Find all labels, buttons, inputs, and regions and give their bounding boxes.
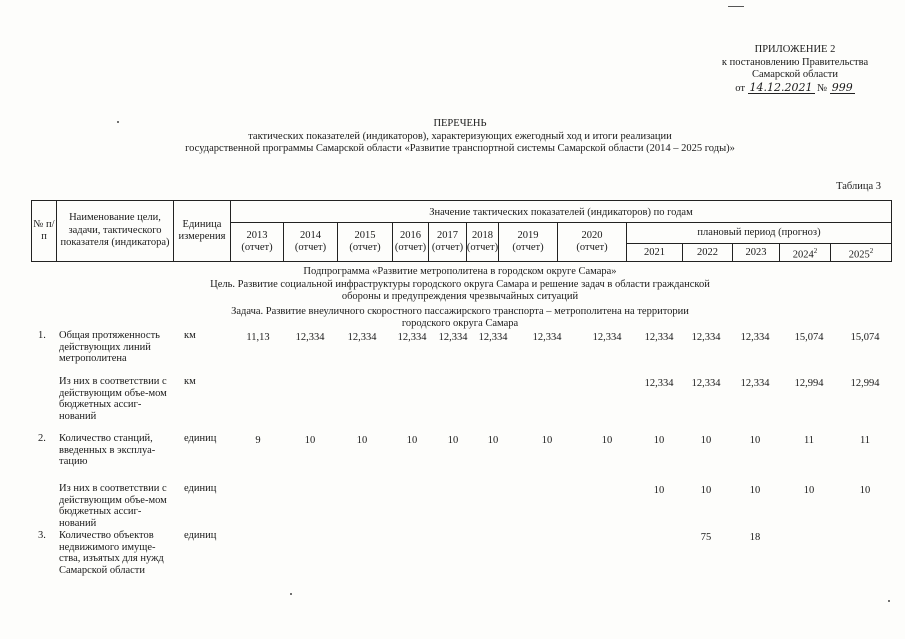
row-value: 9 [255, 435, 261, 446]
task-heading-1: Задача. Развитие внеуличного скоростного пассажирского транспорта – метрополитена на территории [231, 306, 689, 317]
row-indicator-name: Общая протяженность действующих линий метрополитена [59, 330, 160, 364]
row-unit: км [184, 330, 196, 341]
header-unit [174, 201, 230, 261]
row-value: 10 [356, 435, 368, 446]
row-value: 10 [304, 435, 316, 446]
year-label: 2014 [300, 229, 321, 241]
row-value: 12,334 [347, 332, 377, 343]
appendix-title: ПРИЛОЖЕНИЕ 2 [754, 44, 836, 55]
report-label: (отчет) [394, 242, 427, 253]
scan-dot [888, 600, 890, 602]
row-value: 75 [700, 532, 712, 543]
appendix-region: Самарской области [752, 69, 838, 80]
header-year-report [231, 227, 283, 257]
row-value: 12,334 [740, 332, 770, 343]
appendix-block [700, 44, 890, 95]
row-value: 15,074 [850, 332, 880, 343]
row-indicator-name: Количество станций, введенных в эксплуа-тацию [59, 433, 156, 467]
row-indicator-name: Из них в соответствии с действующим объе-мом бюджетных ассиг-нований [59, 376, 167, 422]
row-value: 10 [653, 435, 665, 446]
row-value: 11 [859, 435, 871, 446]
row-value: 18 [749, 532, 761, 543]
row-value: 10 [859, 485, 871, 496]
header-no-text: № п/п [33, 218, 55, 242]
appendix-date-line [700, 82, 890, 96]
header-year-report [338, 227, 392, 257]
appendix-decree: к постановлению Правительства [721, 56, 869, 68]
row-value: 12,994 [850, 378, 880, 389]
number-label: № [817, 82, 828, 94]
header-values-title: Значение тактических показателей (индикаторов) по годам [429, 206, 693, 218]
header-year-report [393, 227, 428, 257]
row-indicator-name: Из них в соответствии с действующим объе-мом бюджетных ассиг-нований [59, 483, 167, 529]
year-label: 2022 [697, 246, 718, 258]
report-label: (отчет) [512, 242, 544, 253]
row-value: 10 [803, 485, 815, 496]
header-name [57, 201, 173, 261]
header-year-plan [733, 245, 779, 261]
row-value: 12,334 [691, 378, 721, 389]
table-header [31, 200, 892, 262]
row-value: 12,334 [438, 332, 468, 343]
year-label: 2019 [517, 229, 539, 241]
task-heading-2: городского округа Самара [401, 318, 519, 329]
header-name-text: Наименование цели, задачи, тактического показателя (индикатора) [60, 212, 170, 249]
row-value: 10 [406, 435, 418, 446]
header-plan-title: плановый период (прогноз) [697, 226, 821, 238]
report-label: (отчет) [294, 242, 327, 253]
header-unit-text: Единица измерения [178, 218, 226, 242]
footnote-mark: 2 [869, 246, 874, 255]
decree-number: 999 [831, 80, 853, 94]
report-label: (отчет) [349, 242, 381, 253]
header-year-plan [780, 245, 830, 261]
year-label: 2018 [472, 229, 493, 241]
row-value: 12,334 [532, 332, 562, 343]
header-year-report [429, 227, 466, 257]
row-value: 10 [447, 435, 459, 446]
row-value: 12,334 [644, 378, 674, 389]
title-subtitle-1: тактических показателей (индикаторов), характеризующих ежегодный ход и итоги реализации [248, 130, 672, 142]
scan-dot [117, 121, 119, 123]
year-label: 2017 [437, 229, 458, 241]
row-value: 10 [749, 435, 761, 446]
row-value: 12,334 [644, 332, 674, 343]
row-value: 12,334 [478, 332, 508, 343]
row-number: 1. [38, 330, 46, 341]
row-value: 12,334 [295, 332, 325, 343]
year-label: 2023 [745, 246, 767, 258]
row-number: 3. [38, 530, 46, 541]
from-label: от [735, 82, 745, 94]
row-value: 10 [541, 435, 553, 446]
document-title [120, 118, 800, 156]
row-value: 15,074 [794, 332, 824, 343]
row-value: 12,994 [794, 378, 824, 389]
table-number: Таблица 3 [836, 181, 881, 192]
year-label: 2024$^2$ [792, 246, 818, 260]
header-year-report [467, 227, 498, 257]
row-value: 10 [749, 485, 761, 496]
year-label: 2020 [581, 229, 603, 241]
year-label: 2015 [354, 229, 376, 241]
goal-heading-2: обороны и предупреждения чрезвычайных ситуаций [341, 291, 579, 302]
row-value: 10 [653, 485, 665, 496]
row-value: 12,334 [740, 378, 770, 389]
year-label: 2016 [400, 229, 421, 241]
year-label: 2025$^2$ [848, 246, 874, 260]
title-subtitle-2: государственной программы Самарской области «Развитие транспортной системы Самарской области (2014 – 2025 годы)» [185, 143, 735, 154]
row-value: 10 [700, 485, 712, 496]
row-number: 2. [38, 433, 46, 444]
scan-mark [728, 6, 744, 7]
row-value: 12,334 [397, 332, 427, 343]
header-year-report [558, 227, 626, 257]
footnote-mark: 2 [813, 246, 818, 255]
header-year-plan [831, 245, 891, 261]
report-label: (отчет) [576, 242, 608, 253]
header-year-report [499, 227, 557, 257]
scan-dot [290, 593, 292, 595]
report-label: (отчет) [241, 242, 273, 253]
row-unit: км [184, 376, 196, 387]
header-year-report [284, 227, 337, 257]
row-unit: единиц [184, 530, 217, 541]
row-value: 11,13 [246, 332, 270, 343]
row-unit: единиц [184, 483, 217, 494]
row-value: 10 [487, 435, 499, 446]
header-year-plan [683, 245, 732, 261]
title-heading: ПЕРЕЧЕНЬ [433, 118, 487, 129]
header-year-plan [627, 245, 682, 261]
row-value: 10 [700, 435, 712, 446]
header-no [32, 201, 56, 261]
goal-heading-1: Цель. Развитие социальной инфраструктуры городского округа Самара и решение задач в области гражданской [210, 279, 710, 290]
report-label: (отчет) [466, 242, 499, 253]
subprogram-heading: Подпрограмма «Развитие метрополитена в городском округе Самара» [303, 266, 617, 277]
row-value: 12,334 [691, 332, 721, 343]
row-indicator-name: Количество объектов недвижимого имуще-ства, изъятых для нужд Самарской области [59, 530, 164, 576]
row-value: 10 [601, 435, 613, 446]
row-value: 11 [803, 435, 815, 446]
row-unit: единиц [184, 433, 217, 444]
year-label: 2013 [246, 229, 268, 241]
report-label: (отчет) [431, 242, 464, 253]
row-value: 12,334 [592, 332, 622, 343]
year-label: 2021 [644, 246, 665, 258]
decree-date: 14.12.2021 [749, 80, 813, 94]
